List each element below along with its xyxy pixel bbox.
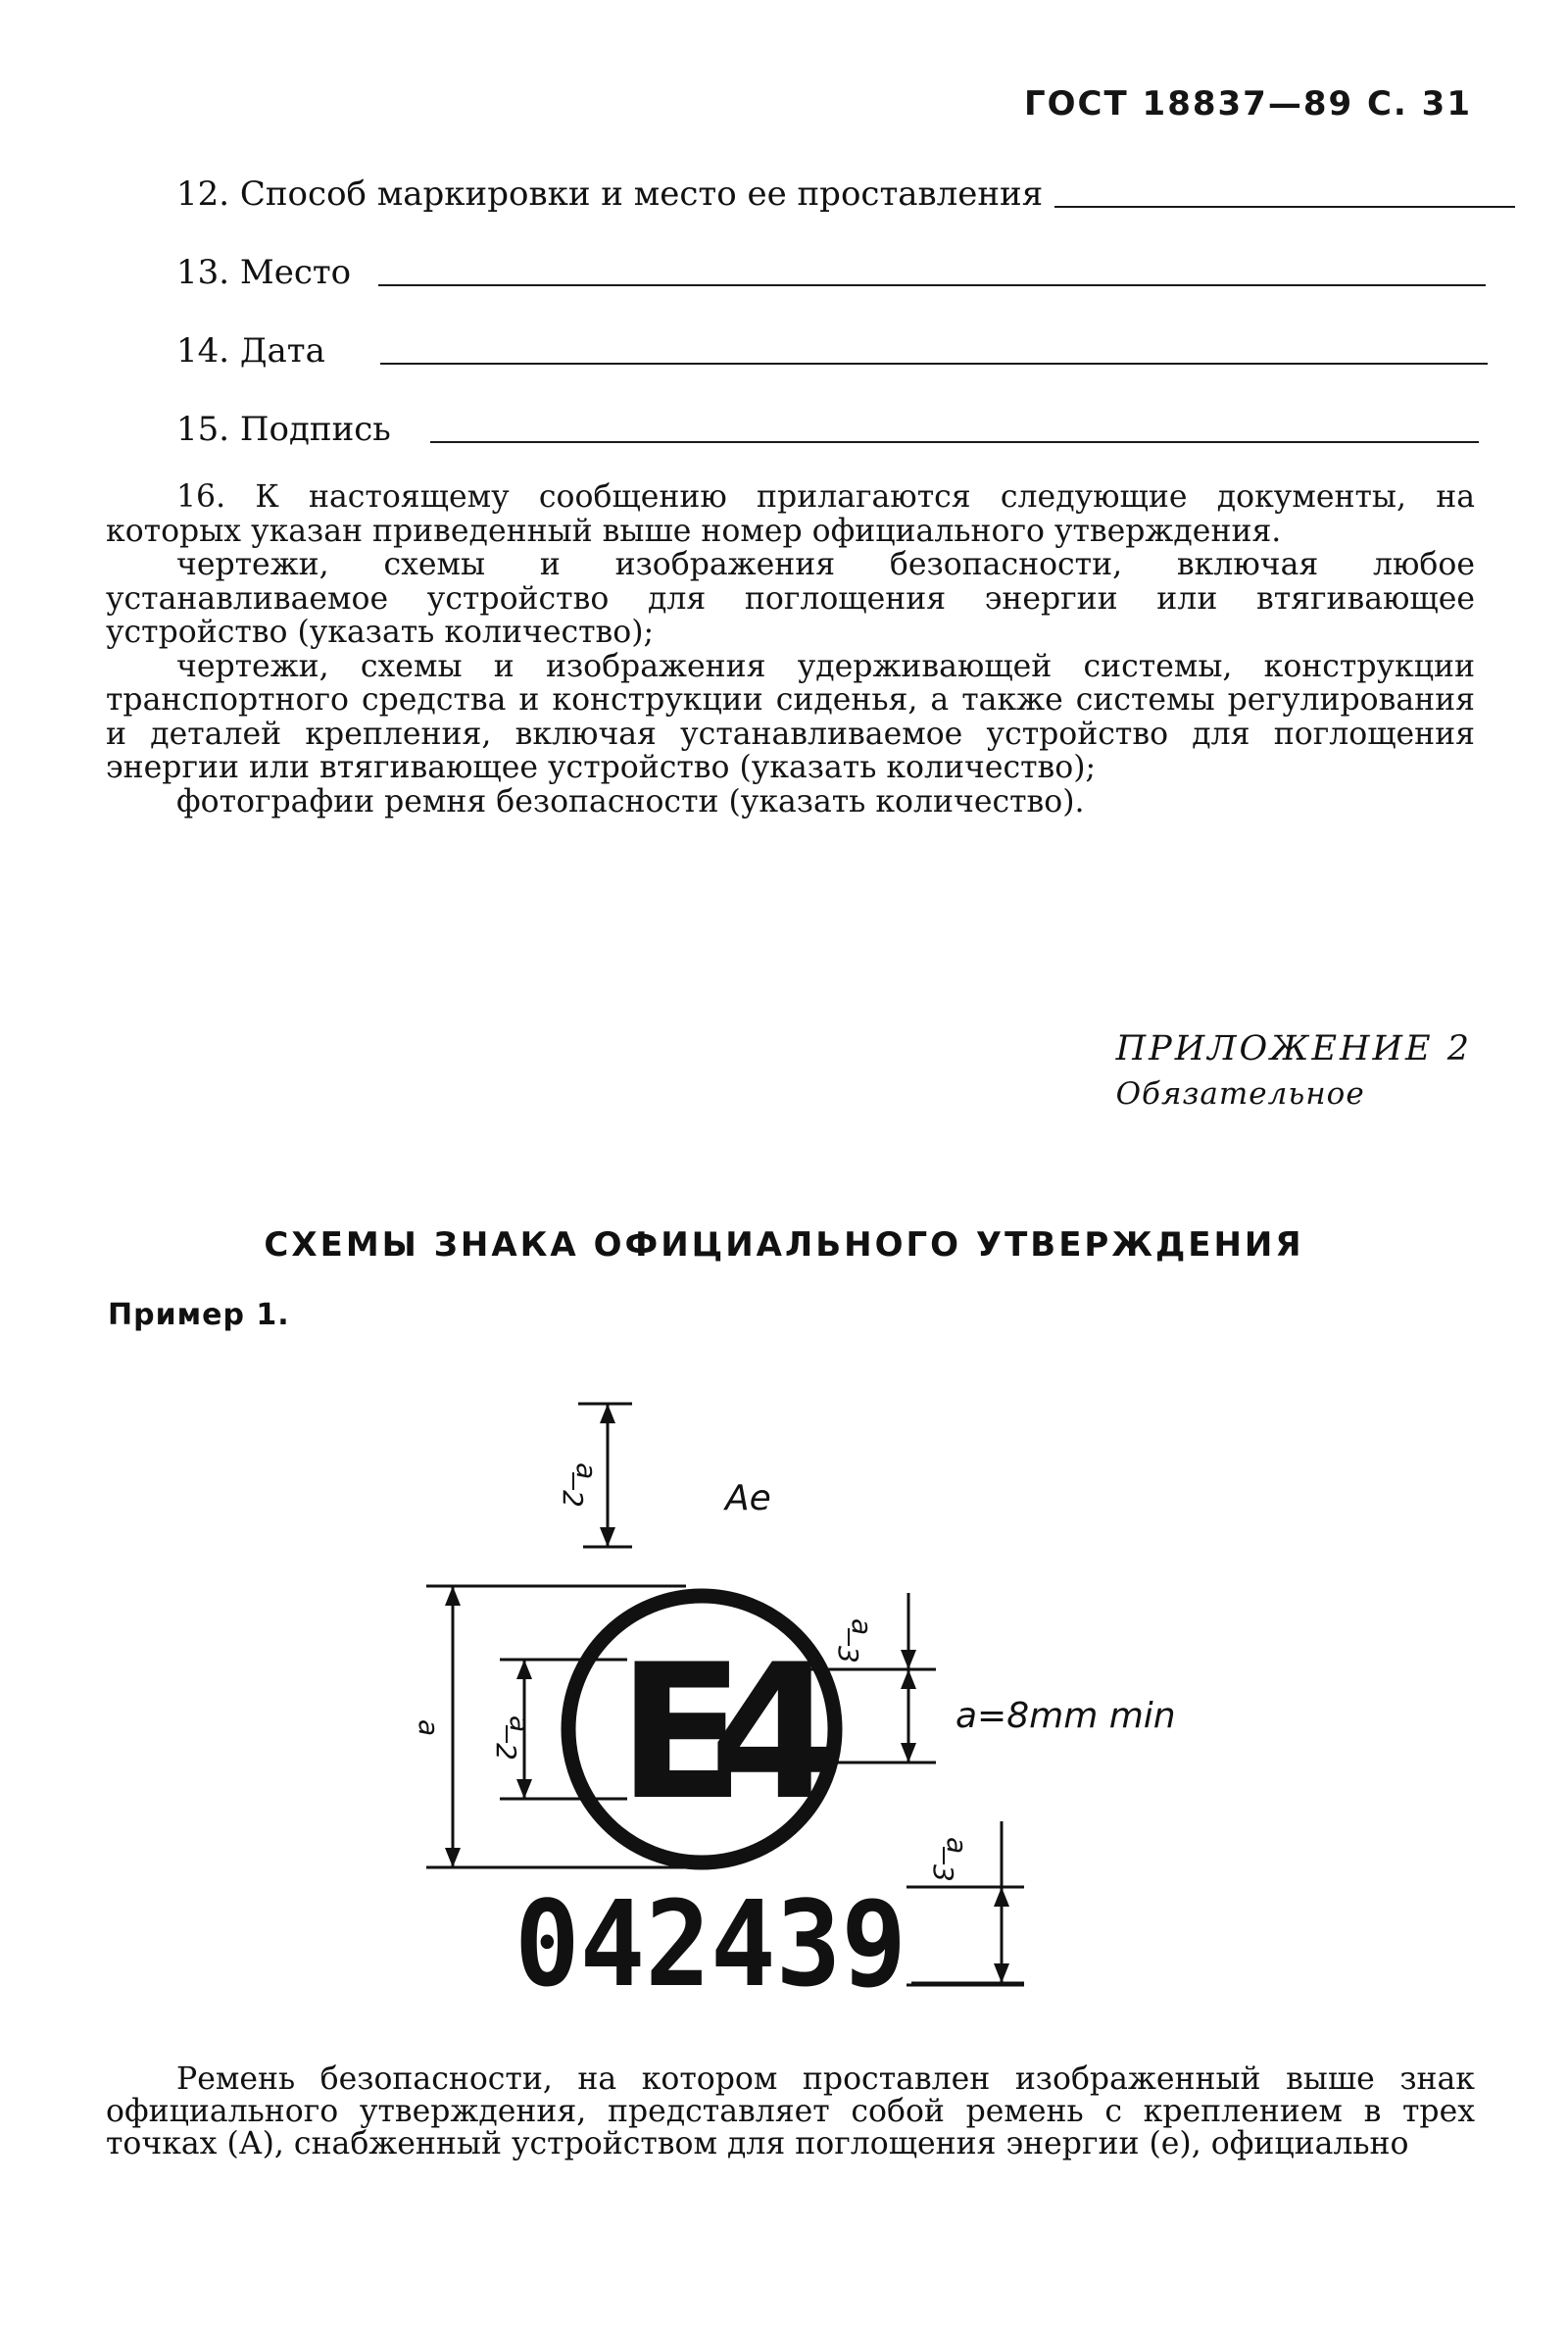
appendix-subtitle: Обязательное <box>1115 1076 1365 1112</box>
svg-text:a: a <box>846 1618 878 1636</box>
field-label: 15. Подпись <box>176 410 391 449</box>
field-label: 12. Способ маркировки и место ее проставления <box>176 174 1044 214</box>
field-label: 14. Дата <box>176 331 325 371</box>
svg-text:3: 3 <box>832 1646 864 1664</box>
mark-suffix: Ae <box>725 1478 771 1518</box>
field-label: 13. Место <box>176 253 352 292</box>
svg-text:a: a <box>413 1719 445 1737</box>
arrow-head <box>516 1660 532 1679</box>
section-title: СХЕМЫ ЗНАКА ОФИЦИАЛЬНОГО УТВЕРЖДЕНИЯ <box>264 1225 1304 1265</box>
dim-label-a <box>413 1719 445 1736</box>
arrow-head <box>994 1963 1009 1983</box>
item-16-list-item: фотографии ремня безопасности (указать количество). <box>176 783 1085 819</box>
approval-number: 042439 <box>514 1877 906 2013</box>
svg-text:2: 2 <box>557 1490 589 1508</box>
arrow-head <box>600 1404 615 1423</box>
arrow-head <box>901 1650 916 1669</box>
svg-text:a: a <box>941 1837 973 1855</box>
bottom-text: Ремень безопасности, на котором проставлен изображенный выше знак официального утверждения, представляет собой ремень с креплением в трех точках (А), снабженный устройством для поглощения энергии (е), официально <box>106 2061 1475 2161</box>
arrow-head <box>516 1779 532 1799</box>
svg-text:3: 3 <box>927 1864 959 1882</box>
arrow-head <box>901 1669 916 1689</box>
svg-text:a: a <box>504 1715 536 1733</box>
dim-label-a3-lower <box>927 1837 973 1882</box>
dim-label-a2-inner <box>490 1715 536 1761</box>
item-16-list-item: чертежи, схемы и изображения удерживающей системы, конструкции транспортного средства и конструкции сиденья, а также системы регулирования и деталей крепления, включая устанавливаемое устройство для поглощения энергии или втягивающее устройство (указать количество); <box>106 648 1475 785</box>
mark-country-number: 4 <box>709 1624 840 1841</box>
item-16-intro: 16. К настоящему сообщению прилагаются следующие документы, на которых указан приведенный выше номер официального утверждения. <box>106 479 1475 549</box>
svg-text:a: a <box>570 1463 603 1480</box>
arrow-head <box>600 1527 615 1547</box>
size-note: a=8mm min <box>956 1696 1176 1736</box>
arrow-head <box>445 1586 461 1606</box>
arrow-head <box>994 1887 1009 1907</box>
arrow-head <box>901 1743 916 1763</box>
arrow-head <box>445 1848 461 1867</box>
bottom-paragraph <box>106 2063 1475 2160</box>
page-header: ГОСТ 18837—89 С. 31 <box>1023 84 1472 124</box>
item-16-list-item: чертежи, схемы и изображения безопасности, включая любое устанавливаемое устройство для поглощения энергии или втягивающее устройство (указать количество); <box>106 547 1475 650</box>
mark-letter-e: E <box>617 1624 745 1841</box>
appendix-title: ПРИЛОЖЕНИЕ 2 <box>1115 1029 1472 1068</box>
svg-text:2: 2 <box>490 1743 522 1761</box>
dim-label-a2-top <box>557 1463 603 1508</box>
example-label: Пример 1. <box>108 1298 290 1332</box>
